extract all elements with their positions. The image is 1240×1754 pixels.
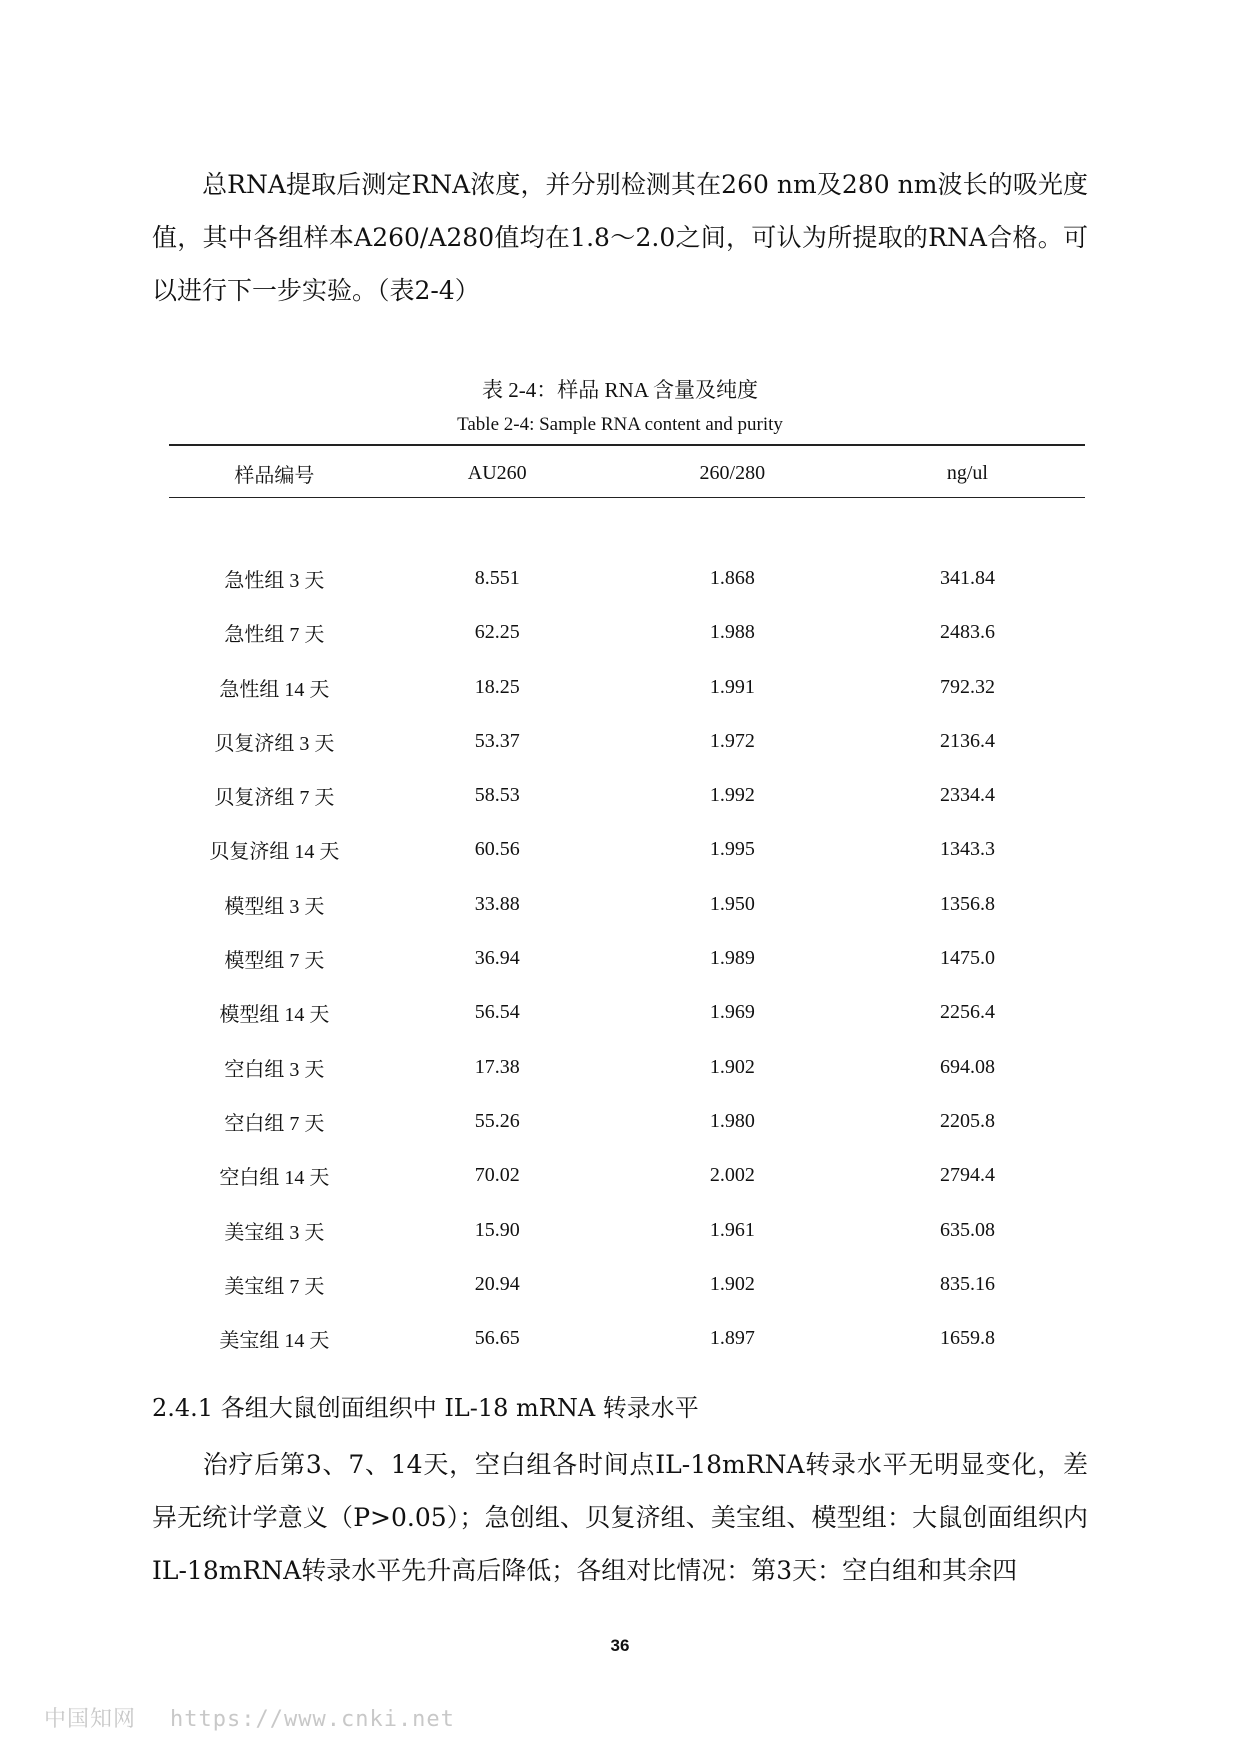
cell-concentration: 2205.8 — [939, 1109, 995, 1132]
cell-ratio: 1.950 — [709, 892, 755, 915]
cell-au260: 20.94 — [474, 1272, 520, 1295]
cell-concentration: 1475.0 — [939, 947, 995, 970]
cell-au260: 36.94 — [474, 947, 520, 970]
cell-au260: 58.53 — [474, 784, 520, 807]
cell-ratio: 1.961 — [709, 1218, 755, 1241]
result-paragraph: 治疗后第3、7、14天，空白组各时间点IL-18mRNA转录水平无明显变化，差异无统计学意义（P>0.05）；急创组、贝复济组、美宝组、模型组：大鼠创面组织内IL-18mRNA转录水平先升高后降低；各组对比情况：第3天：空白组和其余四 — [152, 1450, 1088, 1585]
header-sample-id: 样品编号 — [234, 464, 315, 487]
cell-ratio: 1.902 — [709, 1055, 755, 1078]
cell-sample-id: 急性组 3 天 — [224, 569, 325, 592]
cell-concentration: 341.84 — [939, 566, 995, 589]
table-row — [169, 931, 1085, 985]
section-heading: 2.4.1 各组大鼠创面组织中 IL-18 mRNA 转录水平 — [152, 1394, 699, 1422]
table-top-rule — [169, 444, 1085, 446]
cell-sample-id: 贝复济组 7 天 — [214, 787, 335, 810]
cell-sample-id: 模型组 7 天 — [224, 950, 325, 973]
intro-paragraph: 总RNA提取后测定RNA浓度，并分别检测其在260 nm及280 nm波长的吸光度值，其中各组样本A260/A280值均在1.8～2.0之间，可认为所提取的RNA合格。可以进行下一步实验。（表2-4） — [152, 170, 1088, 305]
cell-ratio: 1.995 — [709, 838, 755, 861]
cell-sample-id: 空白组 7 天 — [224, 1112, 325, 1135]
cell-sample-id: 空白组 14 天 — [219, 1167, 330, 1190]
cell-au260: 33.88 — [474, 892, 520, 915]
cell-concentration: 2334.4 — [939, 784, 995, 807]
cell-sample-id: 空白组 3 天 — [224, 1058, 325, 1081]
cell-concentration: 1343.3 — [939, 838, 995, 861]
table-row — [169, 1149, 1085, 1203]
table-row — [169, 1203, 1085, 1257]
table-caption-en: Table 2-4: Sample RNA content and purity — [457, 414, 783, 435]
cell-au260: 53.37 — [474, 729, 520, 752]
cell-au260: 15.90 — [474, 1218, 520, 1241]
cell-ratio: 1.991 — [709, 675, 755, 698]
cell-au260: 70.02 — [474, 1164, 520, 1187]
cell-au260: 18.25 — [474, 675, 520, 698]
cell-ratio: 1.972 — [709, 729, 755, 752]
cell-concentration: 2136.4 — [939, 729, 995, 752]
cell-concentration: 792.32 — [939, 675, 995, 698]
cell-ratio: 1.969 — [709, 1001, 755, 1024]
cell-au260: 56.54 — [474, 1001, 520, 1024]
cell-au260: 56.65 — [474, 1327, 520, 1350]
table-row — [169, 606, 1085, 660]
cell-sample-id: 美宝组 7 天 — [224, 1275, 325, 1298]
cell-ratio: 1.980 — [709, 1109, 755, 1132]
cell-concentration: 835.16 — [939, 1272, 995, 1295]
cell-sample-id: 模型组 14 天 — [219, 1004, 330, 1027]
cell-sample-id: 模型组 3 天 — [224, 895, 325, 918]
table-caption-zh: 表 2-4：样品 RNA 含量及纯度 — [482, 378, 758, 402]
cell-sample-id: 急性组 14 天 — [219, 678, 330, 701]
table-row — [169, 1040, 1085, 1094]
table-row — [169, 1094, 1085, 1148]
cell-sample-id: 贝复济组 3 天 — [214, 732, 335, 755]
cell-au260: 60.56 — [474, 838, 520, 861]
cell-au260: 62.25 — [474, 621, 520, 644]
cell-concentration: 1356.8 — [939, 892, 995, 915]
cell-concentration: 694.08 — [939, 1055, 995, 1078]
cell-concentration: 2483.6 — [939, 621, 995, 644]
table-header-row — [169, 449, 1085, 497]
cnki-watermark — [44, 1702, 455, 1733]
cell-concentration: 1659.8 — [939, 1327, 995, 1350]
cell-au260: 55.26 — [474, 1109, 520, 1132]
rna-content-table — [169, 449, 1085, 1366]
cell-ratio: 1.989 — [709, 947, 755, 970]
header-concentration: ng/ul — [946, 461, 988, 484]
header-au260: AU260 — [467, 461, 527, 484]
cell-concentration: 2256.4 — [939, 1001, 995, 1024]
watermark-logo: 中国知网 — [44, 1707, 137, 1732]
table-row — [169, 877, 1085, 931]
cell-au260: 8.551 — [474, 566, 520, 589]
cell-ratio: 2.002 — [709, 1164, 755, 1187]
page-number: 36 — [610, 1636, 630, 1655]
table-row — [169, 823, 1085, 877]
cell-au260: 17.38 — [474, 1055, 520, 1078]
table-spacer — [169, 497, 1085, 551]
table-row — [169, 551, 1085, 605]
cell-concentration: 635.08 — [939, 1218, 995, 1241]
cell-concentration: 2794.4 — [939, 1164, 995, 1187]
cell-sample-id: 急性组 7 天 — [224, 624, 325, 647]
watermark-url: https://www.cnki.net — [170, 1707, 455, 1732]
table-row — [169, 768, 1085, 822]
cell-sample-id: 贝复济组 14 天 — [209, 841, 340, 864]
table-row — [169, 660, 1085, 714]
header-ratio: 260/280 — [699, 461, 766, 484]
table-row — [169, 714, 1085, 768]
cell-ratio: 1.868 — [709, 566, 755, 589]
cell-sample-id: 美宝组 3 天 — [224, 1221, 325, 1244]
table-row — [169, 986, 1085, 1040]
table-row — [169, 1257, 1085, 1311]
cell-ratio: 1.902 — [709, 1272, 755, 1295]
cell-ratio: 1.988 — [709, 621, 755, 644]
cell-ratio: 1.897 — [709, 1327, 755, 1350]
cell-ratio: 1.992 — [709, 784, 755, 807]
cell-sample-id: 美宝组 14 天 — [219, 1330, 330, 1353]
table-row — [169, 1311, 1085, 1365]
